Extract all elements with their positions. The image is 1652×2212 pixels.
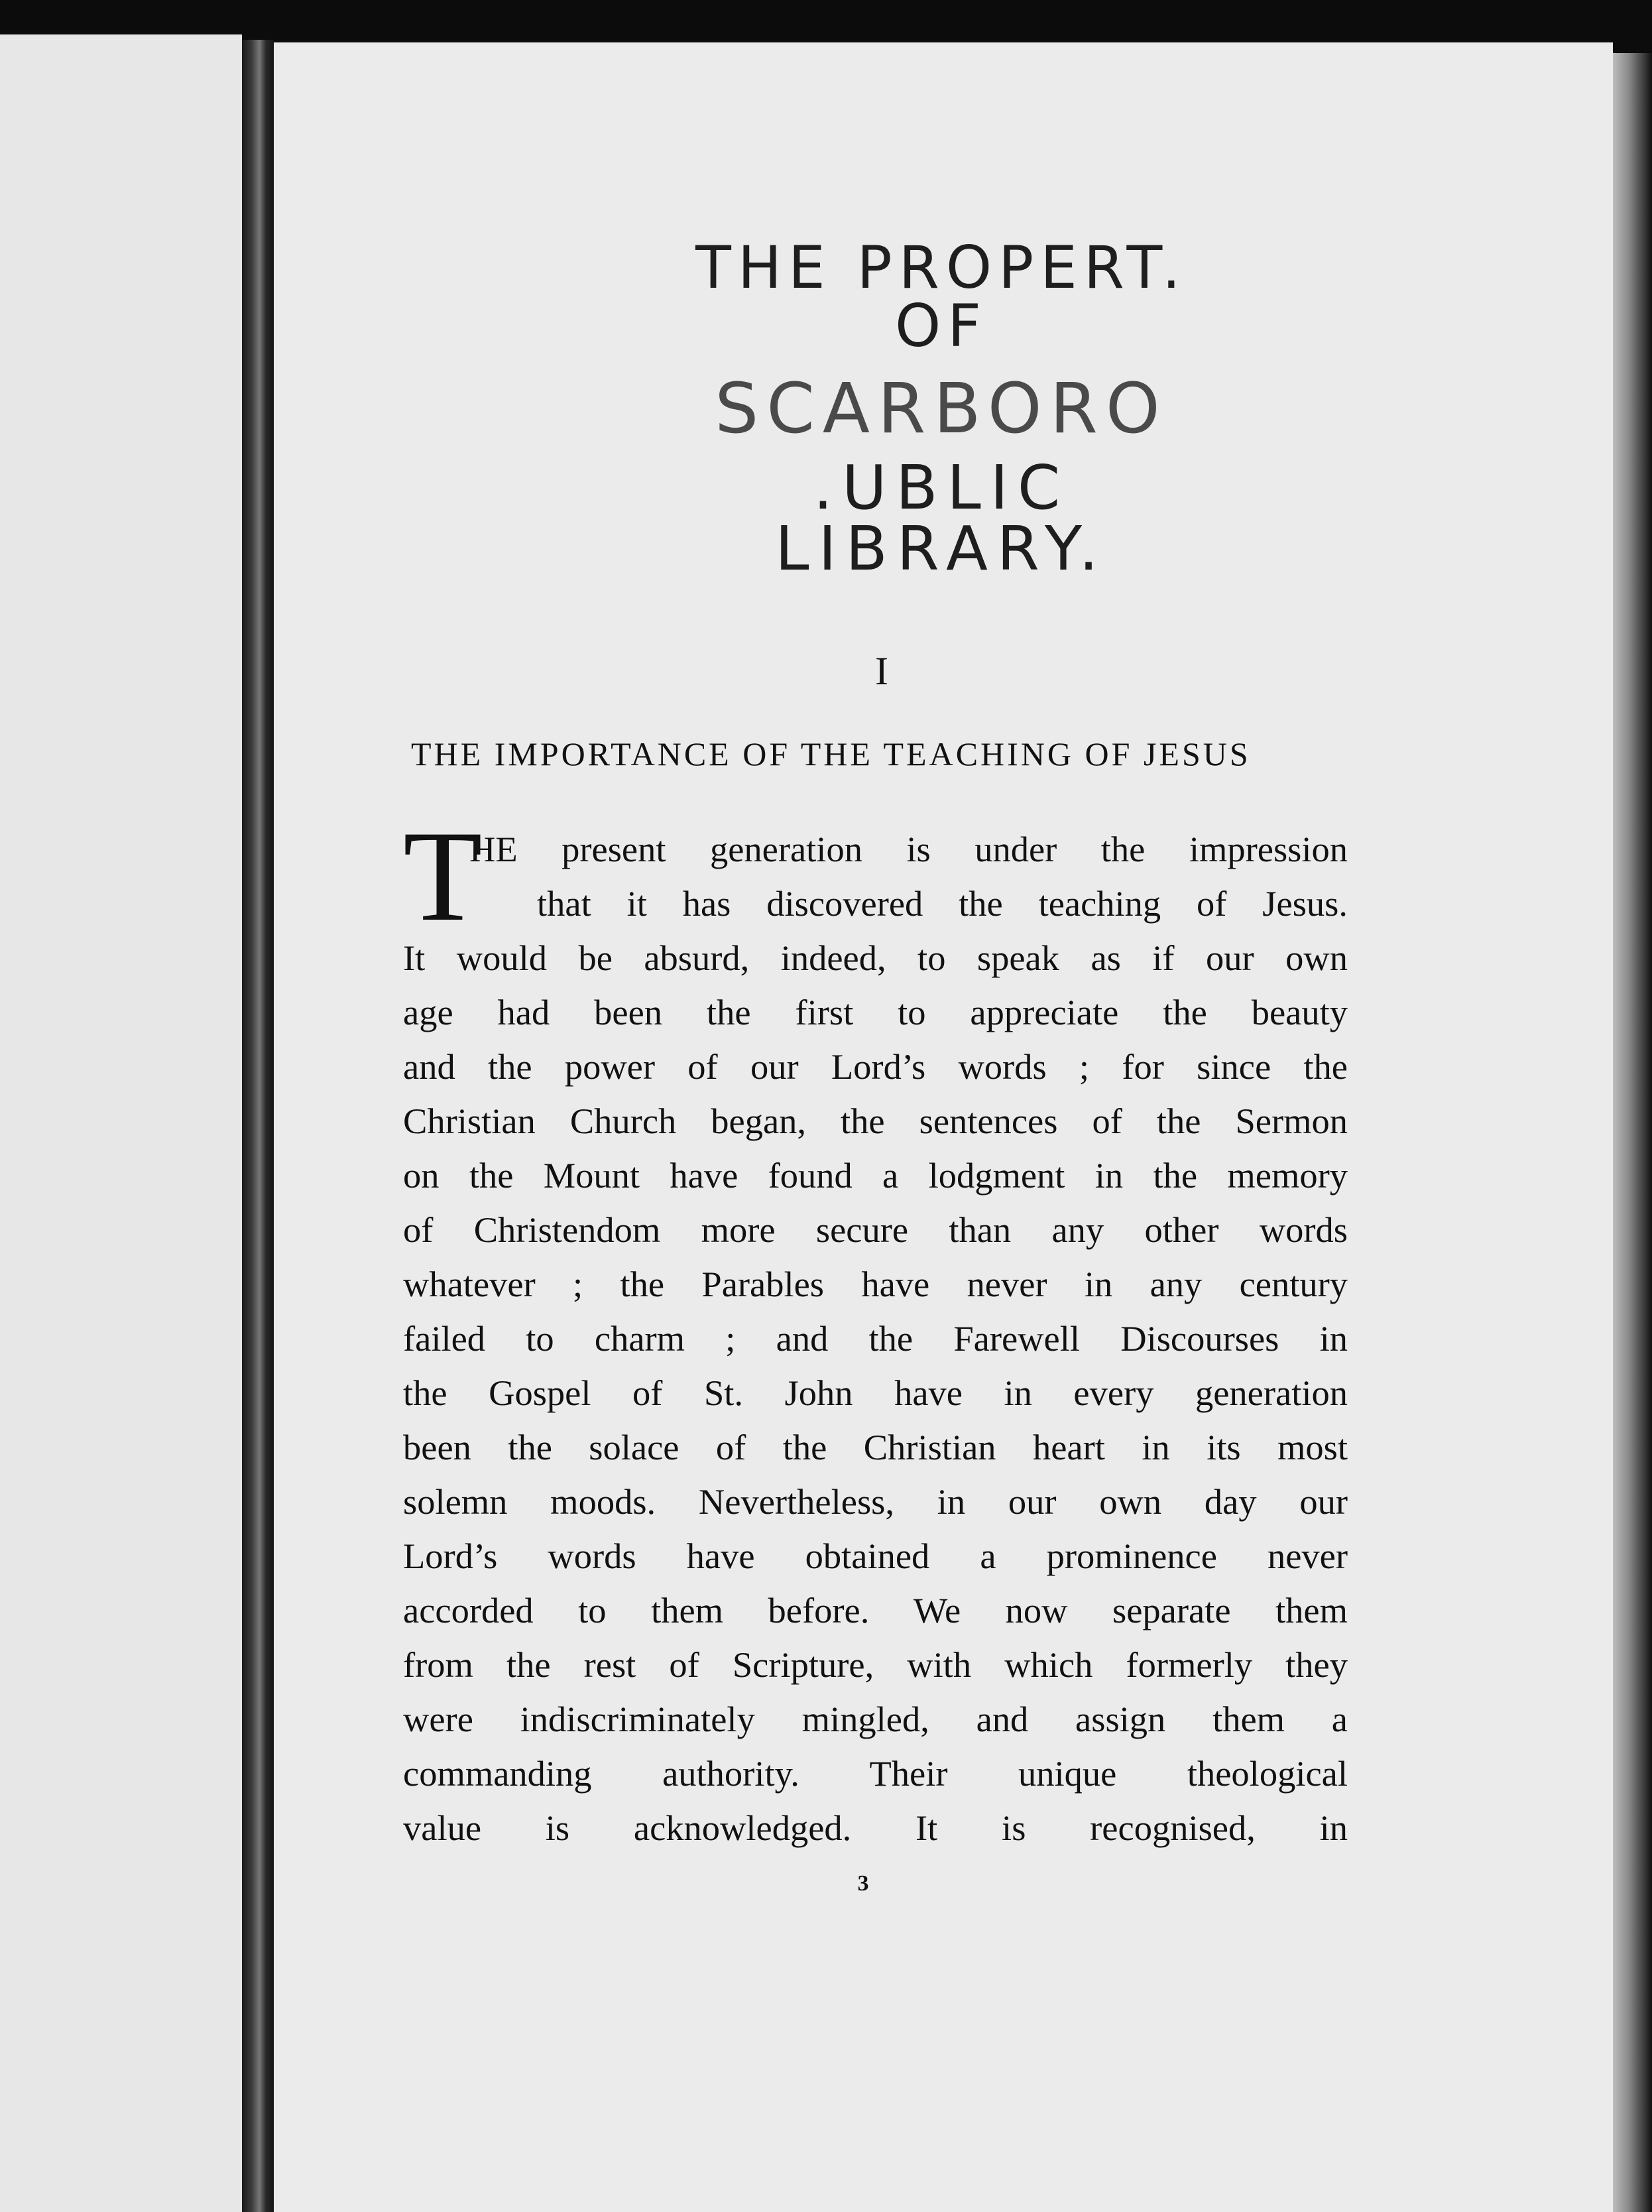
stamp-line-3: .UBLIC LIBRARY.	[775, 452, 1108, 584]
body-line: value is acknowledged. It is recognised, in	[403, 1808, 1348, 1848]
body-line: failed to charm ; and the Farewell Discourses in	[403, 1318, 1348, 1359]
chapter-number: I	[875, 649, 888, 693]
stamp-line-1: THE PROPERT. OF	[695, 233, 1187, 360]
body-line: It would be absurd, indeed, to speak as if our own	[403, 938, 1348, 978]
body-line: the Gospel of St. John have in every generation	[403, 1373, 1348, 1413]
stamp-line-2: SCARBORO	[715, 368, 1168, 449]
body-line: commanding authority. Their unique theological	[403, 1753, 1348, 1794]
body-line: whatever ; the Parables have never in any century	[403, 1264, 1348, 1304]
body-line: HE present generation is under the impression	[469, 829, 1348, 869]
body-line: been the solace of the Christian heart in its most	[403, 1427, 1348, 1467]
body-line: accorded to them before. We now separate them	[403, 1590, 1348, 1630]
drop-cap: T	[403, 804, 483, 948]
page-edge-shadow	[1613, 53, 1652, 2212]
body-line: and the power of our Lord’s words ; for since the	[403, 1046, 1348, 1087]
page-number: 3	[857, 1871, 869, 1896]
body-line: Lord’s words have obtained a prominence never	[403, 1536, 1348, 1576]
body-line: from the rest of Scripture, with which formerly they	[403, 1644, 1348, 1685]
body-line: were indiscriminately mingled, and assign them a	[403, 1699, 1348, 1739]
body-line: of Christendom more secure than any other words	[403, 1209, 1348, 1250]
left-page	[0, 34, 242, 2212]
body-line: that it has discovered the teaching of Jesus.	[537, 883, 1348, 924]
chapter-title: THE IMPORTANCE OF THE TEACHING OF JESUS	[411, 735, 1251, 772]
body-line: on the Mount have found a lodgment in the memory	[403, 1155, 1348, 1196]
body-line: Christian Church began, the sentences of the Sermon	[403, 1101, 1348, 1141]
body-line: age had been the first to appreciate the beauty	[403, 992, 1348, 1032]
body-line: solemn moods. Nevertheless, in our own day our	[403, 1481, 1348, 1522]
library-stamp	[650, 233, 1233, 584]
book-spine	[242, 40, 274, 2212]
